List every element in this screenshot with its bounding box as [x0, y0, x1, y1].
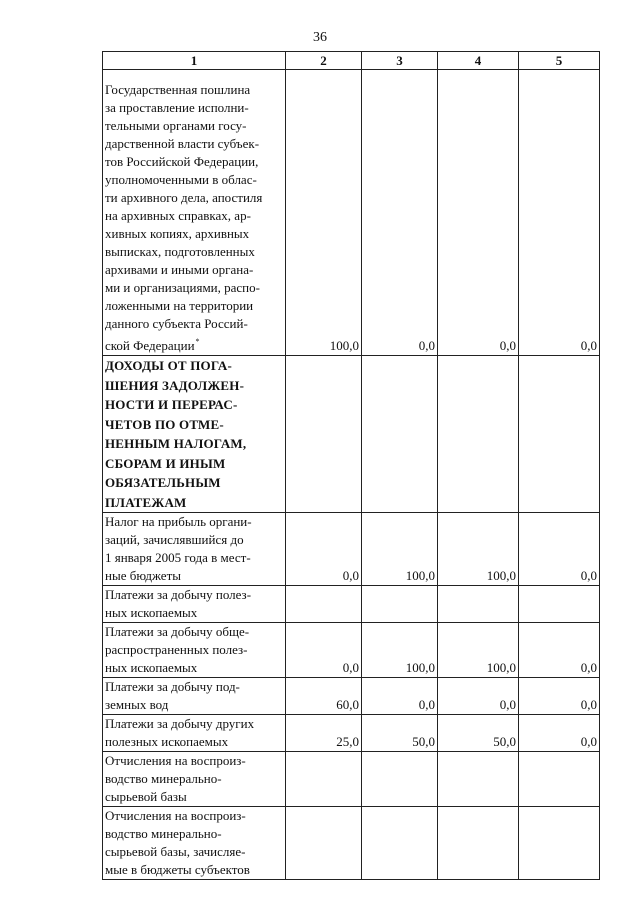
- row-value-col4: 100,0: [438, 623, 519, 678]
- footnote-mark: *: [195, 337, 200, 346]
- row-value-col5: [519, 752, 600, 807]
- section-heading: ДОХОДЫ ОТ ПОГА- ШЕНИЯ ЗАДОЛЖЕН- НОСТИ И ПЕРЕРАС- ЧЕТОВ ПО ОТМЕ- НЕННЫМ НАЛОГАМ, СБОРАМ И ИНЫМ ОБЯЗАТЕЛЬНЫМ ПЛАТЕЖАМ: [103, 356, 286, 513]
- row-label: Платежи за добычу других полезных ископаемых: [103, 715, 286, 752]
- column-header-5: 5: [519, 52, 600, 70]
- row-value-col4: 100,0: [438, 513, 519, 586]
- row-value-col3: [362, 586, 438, 623]
- row-value-col3: [362, 752, 438, 807]
- row-value-col2: [286, 752, 362, 807]
- column-header-4: 4: [438, 52, 519, 70]
- row-value-col5: 0,0: [519, 623, 600, 678]
- row-value-col3: 0,0: [362, 678, 438, 715]
- row-value-col5: [519, 356, 600, 513]
- row-value-col3: [362, 356, 438, 513]
- row-value-col4: [438, 356, 519, 513]
- row-value-col3: 100,0: [362, 623, 438, 678]
- row-value-col4: 50,0: [438, 715, 519, 752]
- row-label: Платежи за добычу под- земных вод: [103, 678, 286, 715]
- row-label: Платежи за добычу полез- ных ископаемых: [103, 586, 286, 623]
- row-value-col2: [286, 807, 362, 880]
- row-label: Отчисления на воспроиз- водство минерально- сырьевой базы, зачисляе- мые в бюджеты субъектов: [103, 807, 286, 880]
- table-row: [103, 70, 600, 356]
- table-row: [103, 752, 600, 807]
- row-value-col5: 0,0: [519, 715, 600, 752]
- row-value-col3: 100,0: [362, 513, 438, 586]
- row-value-col2: 0,0: [286, 623, 362, 678]
- column-header-2: 2: [286, 52, 362, 70]
- budget-revenue-table: [102, 51, 600, 880]
- row-value-col4: [438, 807, 519, 880]
- column-header-1: 1: [103, 52, 286, 70]
- row-label: Платежи за добычу обще- распространенных полез- ных ископаемых: [103, 623, 286, 678]
- row-value-col2: [286, 356, 362, 513]
- row-label: Государственная пошлина за проставление исполни- тельными органами госу- дарственной власти субъек- тов Российской Федерации, уполномоченными в облас- ти архивного дела, апостиля на архивных справках, ар- хивных копиях, архивных выписках, подготовленных архивами и иными органа- ми и организациями, распо- ложенными на территории данного субъекта Россий- ской Федерации*: [103, 70, 286, 356]
- column-header-3: 3: [362, 52, 438, 70]
- row-value-col3: 50,0: [362, 715, 438, 752]
- row-value-col4: 0,0: [438, 70, 519, 356]
- table-row: [103, 586, 600, 623]
- table-row: [103, 678, 600, 715]
- row-label: Налог на прибыль органи- заций, зачислявшийся до 1 января 2005 года в мест- ные бюджеты: [103, 513, 286, 586]
- row-value-col4: [438, 586, 519, 623]
- page-number: 36: [313, 30, 327, 45]
- row-value-col3: [362, 807, 438, 880]
- table-row: [103, 715, 600, 752]
- table-header-row: [103, 52, 600, 70]
- table-row: [103, 623, 600, 678]
- row-value-col2: [286, 586, 362, 623]
- row-value-col2: 100,0: [286, 70, 362, 356]
- row-value-col4: [438, 752, 519, 807]
- row-value-col5: 0,0: [519, 678, 600, 715]
- table-row: [103, 513, 600, 586]
- table-row: [103, 807, 600, 880]
- row-label: Отчисления на воспроиз- водство минерально- сырьевой базы: [103, 752, 286, 807]
- row-value-col3: 0,0: [362, 70, 438, 356]
- row-value-col2: 0,0: [286, 513, 362, 586]
- row-value-col4: 0,0: [438, 678, 519, 715]
- row-value-col2: 25,0: [286, 715, 362, 752]
- row-value-col5: 0,0: [519, 70, 600, 356]
- table-row-section-heading: [103, 356, 600, 513]
- row-value-col2: 60,0: [286, 678, 362, 715]
- row-value-col5: [519, 586, 600, 623]
- row-value-col5: 0,0: [519, 513, 600, 586]
- row-value-col5: [519, 807, 600, 880]
